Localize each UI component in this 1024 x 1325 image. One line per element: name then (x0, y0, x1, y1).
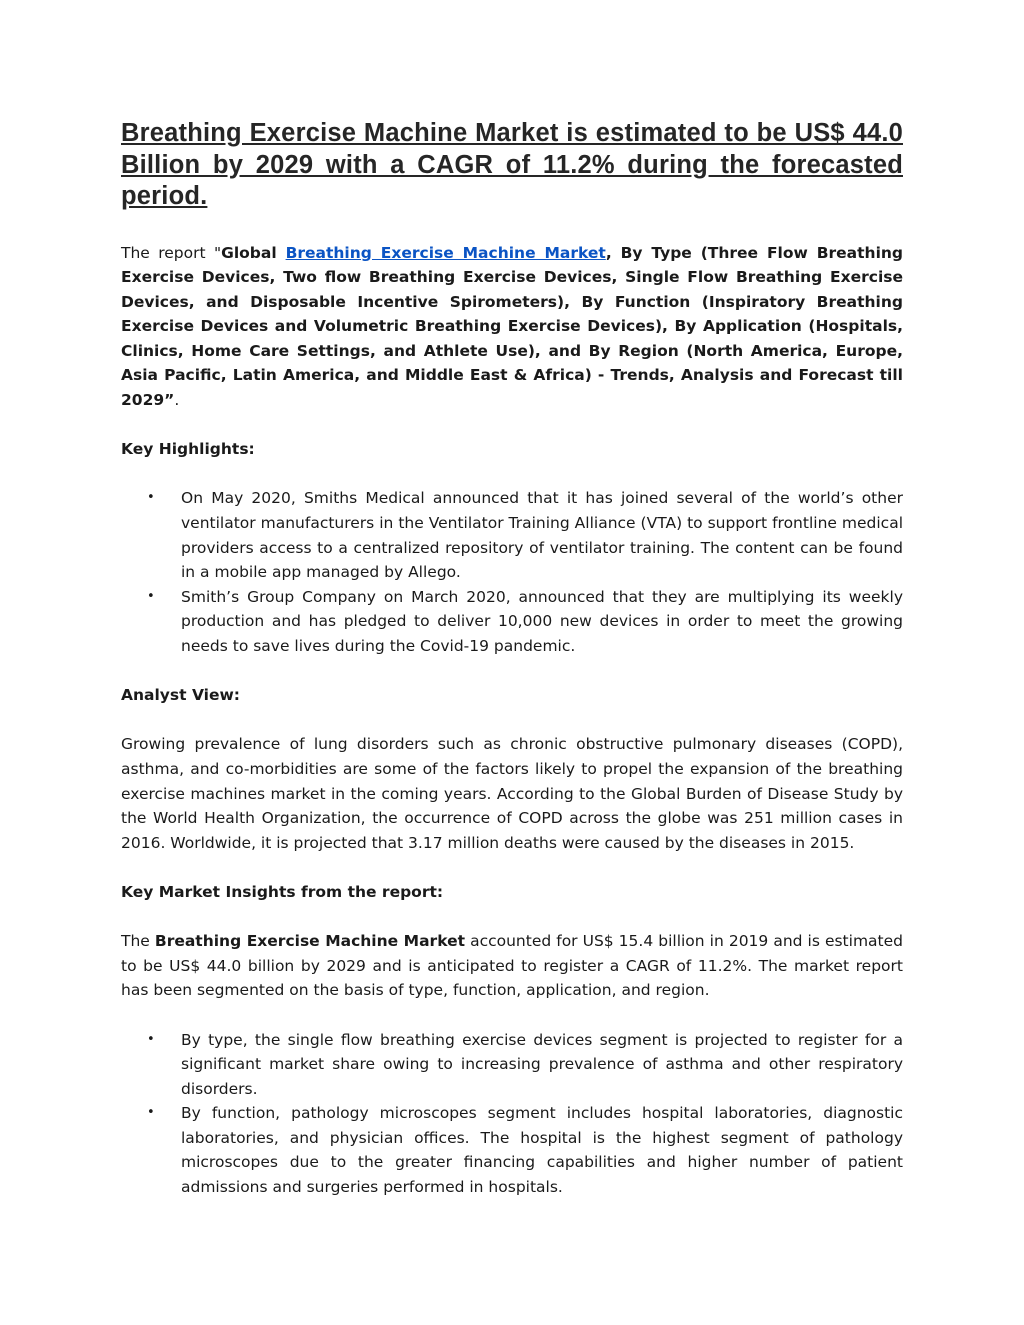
intro-prefix: The report " (121, 243, 222, 262)
list-item (121, 585, 903, 659)
insights-prefix: The (121, 932, 155, 951)
list-item (121, 1028, 903, 1102)
list-item-text: On May 2020, Smiths Medical announced that it has joined several of the world’s other ventilator manufacturers in the Ventilator Training Alliance (VTA) to support frontline medical providers access to a centralized repository of ventilator training. The content can be found in a mobile app managed by Allego. (181, 489, 903, 582)
list-item-text: Smith’s Group Company on March 2020, announced that they are multiplying its weekly production and has pledged to deliver 10,000 new devices in order to meet the growing needs to save lives during the Covid-19 pandemic. (181, 587, 903, 655)
list-item (121, 1101, 903, 1199)
list-item-text: By function, pathology microscopes segment includes hospital laboratories, diagnostic laboratories, and physician offices. The hospital is the highest segment of pathology microscopes due to the greater financing capabilities and higher number of patient admissions and surgeries performed in hospitals. (181, 1104, 903, 1197)
bullet-icon: • (147, 588, 155, 604)
insights-rest: accounted for US$ 15.4 billion in 2019 and is estimated to be US$ 44.0 billion by 2029 and is anticipated to register a CAGR of 11.2%. The market report has been segmented on the basis of type, function, application, and region. (121, 932, 903, 1000)
key-insights-paragraph (121, 929, 903, 1003)
bullet-icon: • (147, 490, 155, 506)
analyst-view-paragraph: Growing prevalence of lung disorders such as chronic obstructive pulmonary diseases (COPD), asthma, and co-morbidities are some of the factors likely to propel the expansion of the breathing exercise machines market in the coming years. According to the Global Burden of Disease Study by the World Health Organization, the occurrence of COPD across the globe was 251 million cases in 2016. Worldwide, it is projected that 3.17 million deaths were caused by the diseases in 2015. (121, 735, 903, 852)
analyst-view-heading: Analyst View: (121, 686, 241, 705)
market-report-link[interactable]: Breathing Exercise Machine Market (285, 243, 606, 262)
intro-end: . (174, 391, 180, 410)
insights-market-name: Breathing Exercise Machine Market (154, 932, 466, 951)
document-page (121, 118, 903, 1200)
key-insights-list (121, 1028, 903, 1200)
key-highlights-list (121, 486, 903, 658)
list-item (121, 486, 903, 584)
document-title: Breathing Exercise Machine Market is estimated to be US$ 44.0 Billion by 2029 with a CAGR of 11.2% during the forecasted period. (121, 119, 903, 210)
key-insights-heading: Key Market Insights from the report: (121, 882, 444, 901)
key-highlights-heading: Key Highlights: (121, 440, 255, 459)
bullet-icon: • (147, 1105, 155, 1121)
intro-report-title: , By Type (Three Flow Breathing Exercise Devices, Two flow Breathing Exercise Devices, Single Flow Breathing Exercise Devices, and Disposable Incentive Spirometers), By Function (Inspiratory Breathing Exercise Devices and Volumetric Breathing Exercise Devices), By Application (Hospitals, Clinics, Home Care Settings, and Athlete Use), and By Region (North America, Europe, Asia Pacific, Latin America, and Middle East & Africa) - Trends, Analysis and Forecast till 2029” (121, 243, 904, 410)
intro-global: Global (221, 243, 286, 262)
list-item-text: By type, the single flow breathing exercise devices segment is projected to register for a significant market share owing to increasing prevalence of asthma and other respiratory disorders. (181, 1030, 903, 1098)
bullet-icon: • (147, 1031, 155, 1047)
intro-paragraph (121, 241, 903, 413)
